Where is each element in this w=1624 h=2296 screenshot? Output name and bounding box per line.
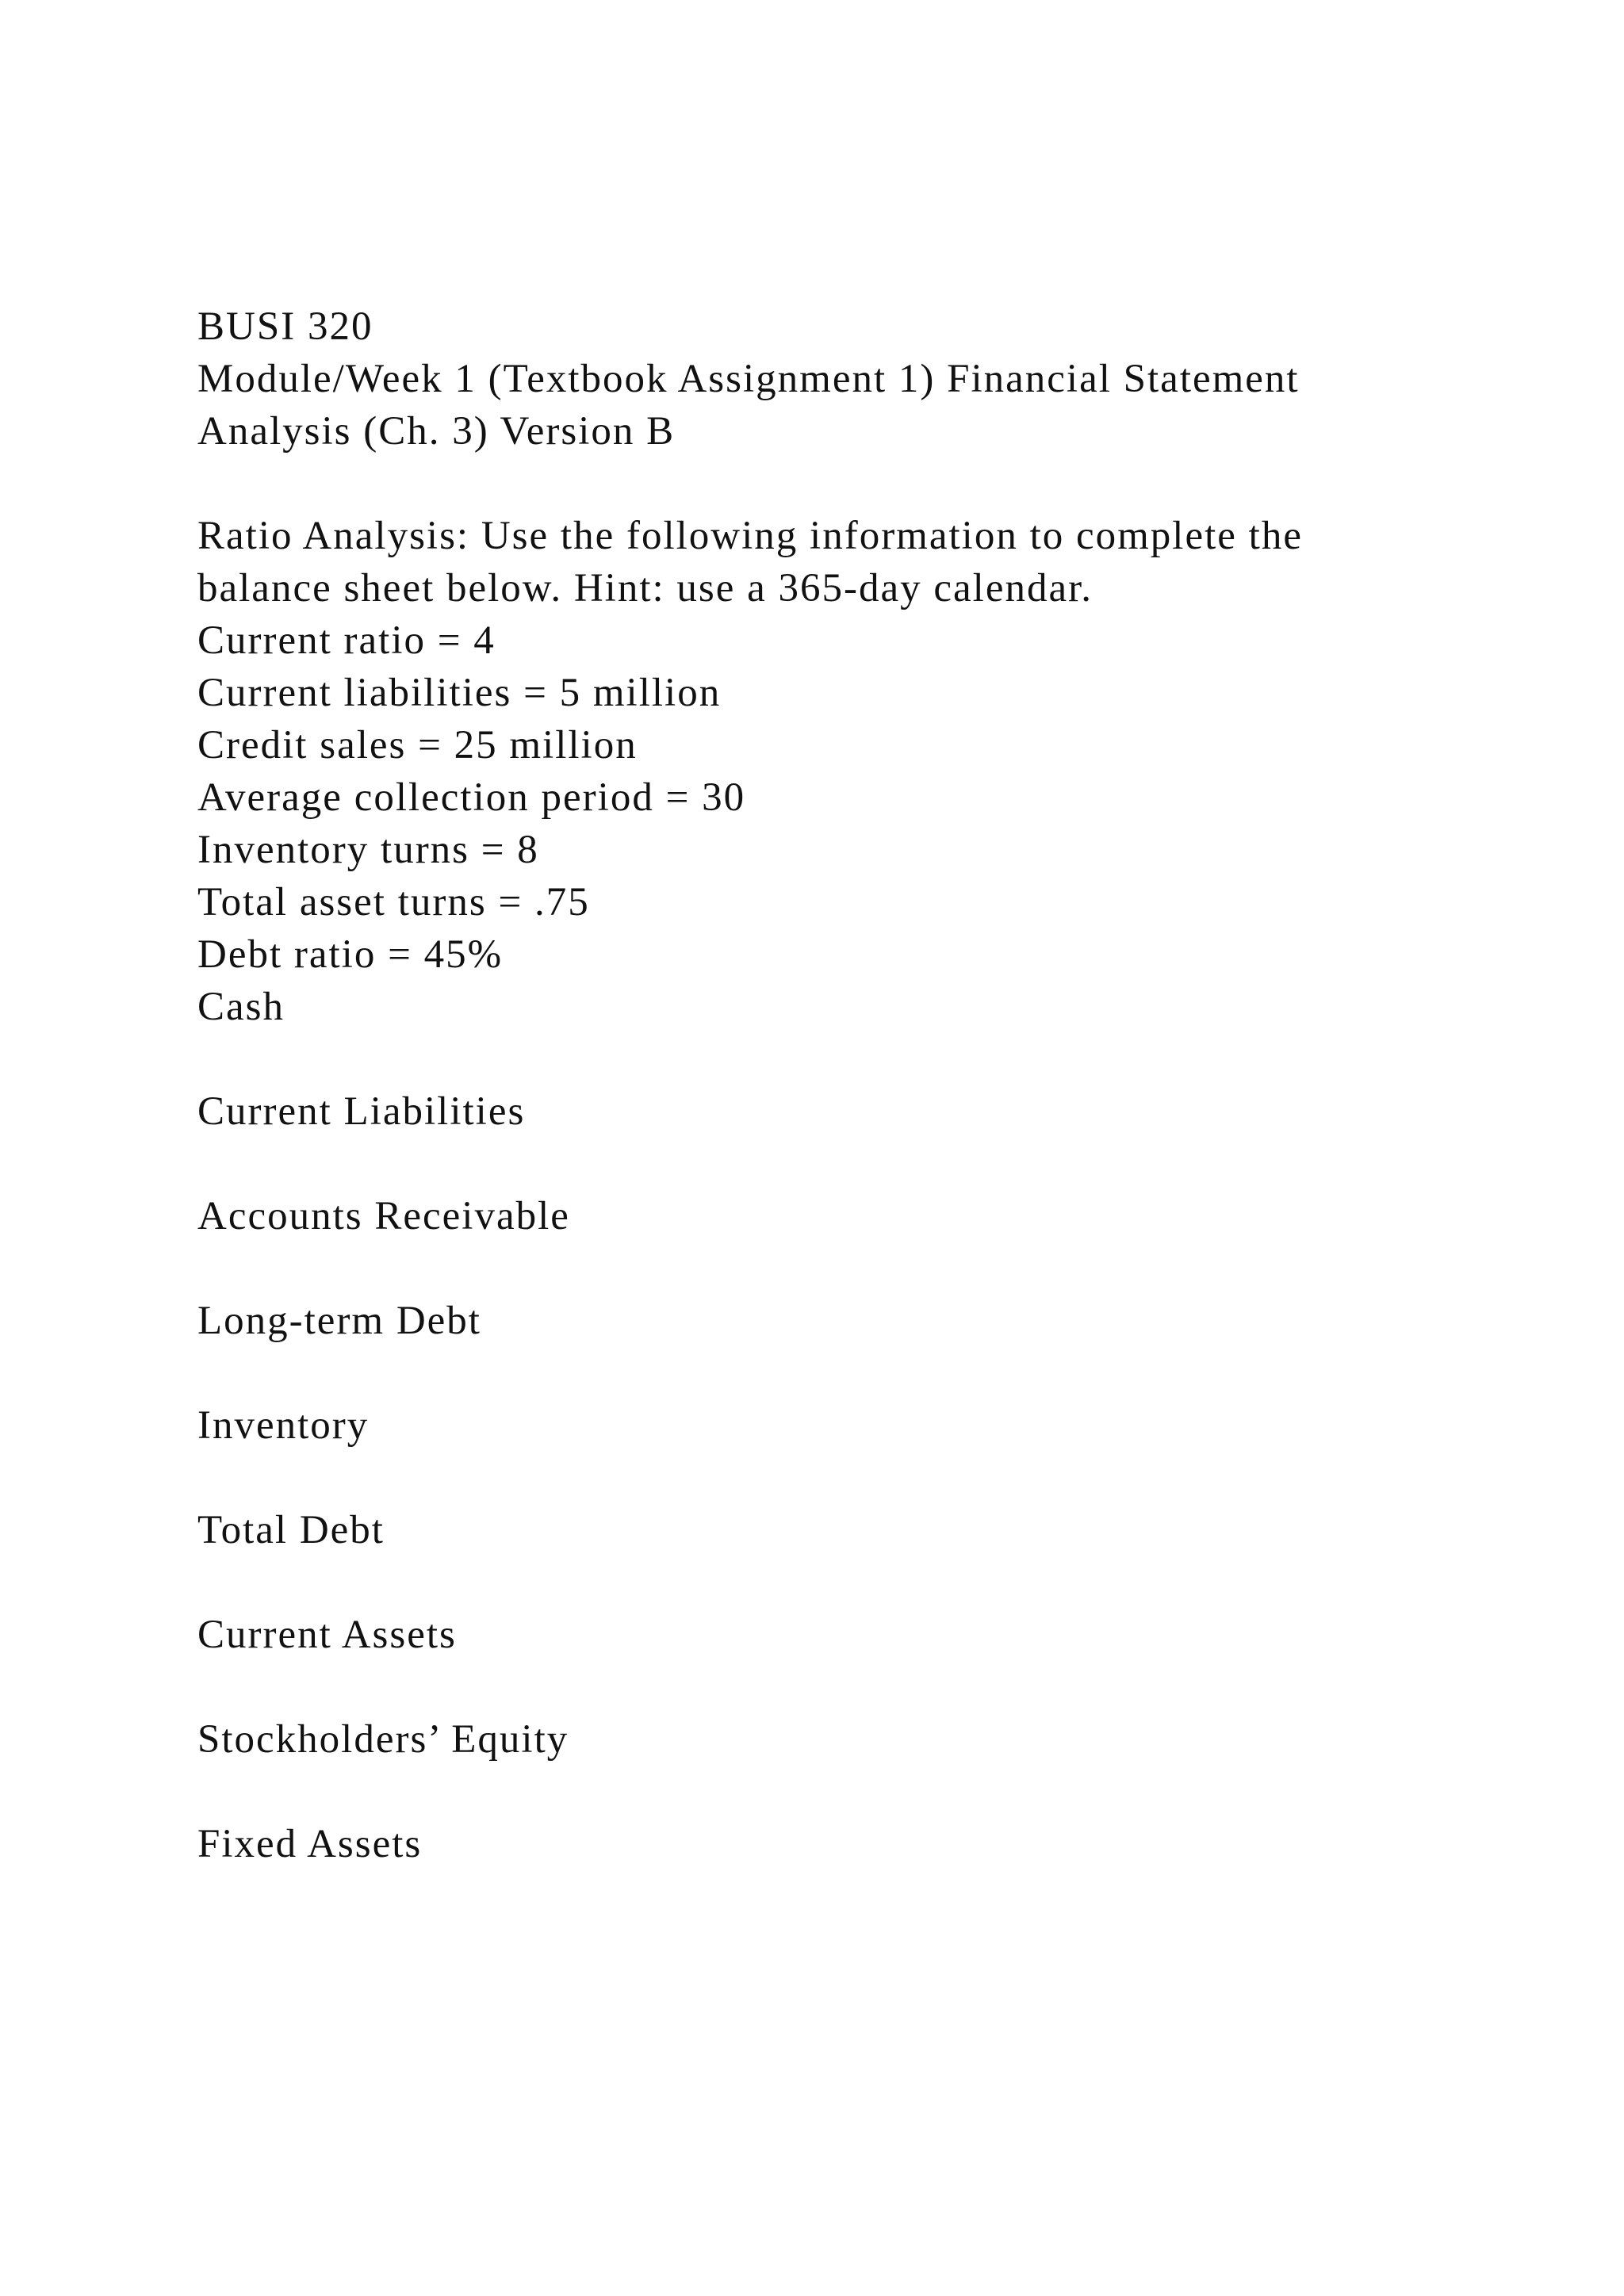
balance-sheet-item-inventory: Inventory [197,1403,370,1448]
blank-line [197,1138,1466,1190]
instructions-line-1: Ratio Analysis: Use the following information to complete the [197,514,1303,558]
blank-line [197,1347,1466,1399]
balance-sheet-item-current-liabilities: Current Liabilities [197,1089,526,1134]
blank-line [197,1242,1466,1295]
balance-sheet-item-fixed-assets: Fixed Assets [197,1822,423,1866]
blank-line [197,457,1466,510]
blank-line [197,1556,1466,1609]
blank-line [197,1452,1466,1504]
blank-line [197,1766,1466,1818]
blank-line [197,1661,1466,1713]
given-current-liabilities: Current liabilities = 5 million [197,671,722,715]
balance-sheet-item-long-term-debt: Long-term Debt [197,1299,481,1343]
balance-sheet-item-total-debt: Total Debt [197,1508,385,1552]
given-credit-sales: Credit sales = 25 million [197,723,638,767]
balance-sheet-item-current-assets: Current Assets [197,1613,457,1657]
course-code: BUSI 320 [197,304,373,349]
given-average-collection-period: Average collection period = 30 [197,775,746,820]
given-current-ratio: Current ratio = 4 [197,618,496,663]
given-inventory-turns: Inventory turns = 8 [197,828,539,872]
balance-sheet-item-accounts-receivable: Accounts Receivable [197,1194,570,1238]
assignment-title-line-2: Analysis (Ch. 3) Version B [197,409,676,453]
balance-sheet-item-cash: Cash [197,985,285,1029]
blank-line [197,1033,1466,1085]
given-total-asset-turns: Total asset turns = .75 [197,880,590,924]
assignment-title-line-1: Module/Week 1 (Textbook Assignment 1) Financial Statement [197,357,1300,401]
instructions-line-2: balance sheet below. Hint: use a 365-day calendar. [197,566,1094,610]
document-body [197,300,1466,1870]
given-debt-ratio: Debt ratio = 45% [197,932,504,977]
balance-sheet-item-stockholders-equity: Stockholders’ Equity [197,1717,569,1762]
